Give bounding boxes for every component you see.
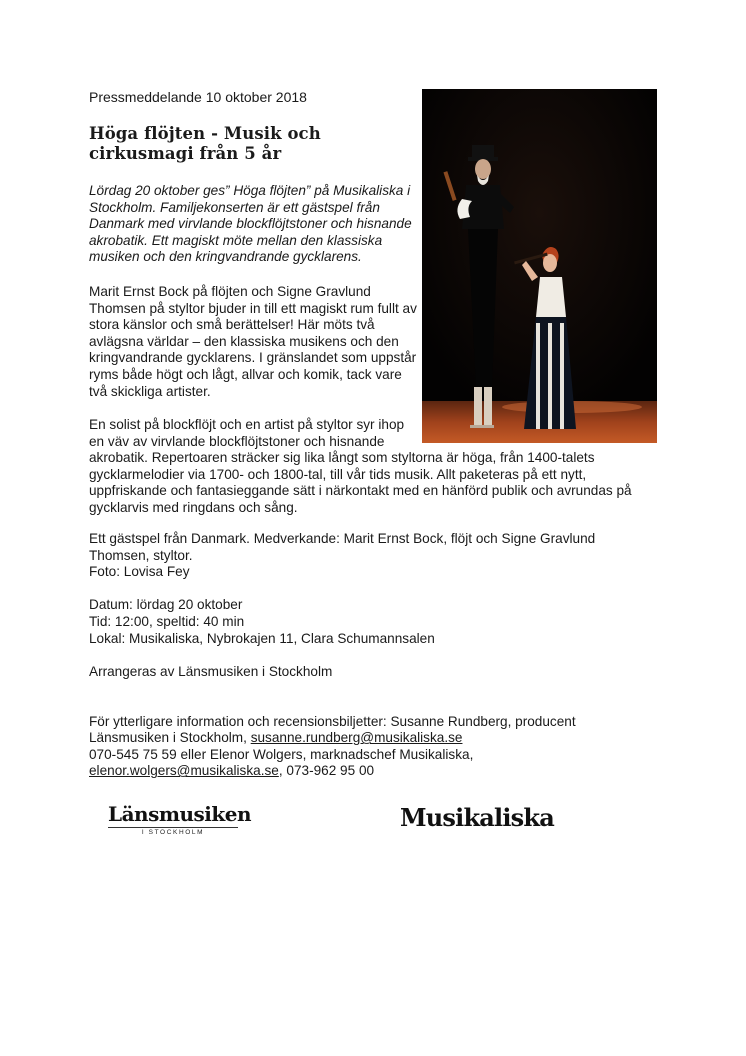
event-time: Tid: 12:00, speltid: 40 min [89, 613, 245, 629]
ingress-paragraph: Lördag 20 oktober ges” Höga flöjten” på Musikaliska i Stockholm. Familjekonserten är ett gästspel från Danmark med virvlande blockflöjtstoner och hisnande akrobatik. Ett magiskt möte mellan den klassiska musiken och den kringvandrande gycklarens. [89, 183, 412, 265]
text-line: akrobatik. Repertoaren sträcker sig lika långt som styltorna är höga, från 1400-talets [89, 450, 595, 466]
contact-line [89, 730, 649, 747]
event-venue: Lokal: Musikaliska, Nybrokajen 11, Clara Schumannsalen [89, 630, 435, 646]
text-line: en väv av virvlande blockflöjtstoner och hisnande [89, 433, 385, 449]
photo-illustration [422, 89, 657, 443]
organizer-line: Arrangeras av Länsmusiken i Stockholm [89, 663, 333, 679]
text-line: En solist på blockflöjt och en artist på styltor syr ihop [89, 417, 405, 432]
text-line: gycklarvis med ringdans och sång. [89, 499, 298, 515]
contact-line: 070-545 75 59 eller Elenor Wolgers, marknadschef Musikaliska, [89, 746, 474, 762]
logo-divider [108, 827, 238, 828]
page-title: Höga flöjten - Musik och cirkusmagi från 5 år [89, 124, 321, 163]
info-section [89, 531, 649, 780]
email-link-susanne[interactable]: susanne.rundberg@musikaliska.se [250, 730, 463, 746]
photo-credit: Foto: Lovisa Fey [89, 564, 190, 580]
performance-photo [422, 89, 657, 443]
press-release-dateline: Pressmeddelande 10 oktober 2018 [89, 89, 307, 105]
logo-wordmark: Länsmusiken [108, 802, 252, 826]
contact-text: Länsmusiken i Stockholm, [89, 730, 251, 746]
contact-phone: , 073-962 95 00 [278, 763, 375, 779]
text-line: gycklarmelodier via 1700- och 1800-tal, till vår tids musik. Allt paketeras på ett nytt, [89, 466, 587, 482]
logo-subtitle: I STOCKHOLM [141, 829, 205, 836]
contact-line: För ytterligare information och recensionsbiljetter: Susanne Rundberg, producent [89, 713, 576, 729]
lansmusiken-logo [108, 802, 252, 837]
text-line: uppfriskande och fantasieggande sätt i närkontakt med en hänförd publik och avrundas på [89, 483, 632, 499]
email-link-elenor[interactable]: elenor.wolgers@musikaliska.se [89, 763, 279, 779]
body-paragraph-artists: Marit Ernst Bock på flöjten och Signe Gravlund Thomsen på styltor bjuder in till ett magiskt rum fullt av stora känslor och små berättelser! Här möts två avlägsna världar – den klassiska musikens och den kringvandrande gycklarens. I gränslandet som uppstår ryms både högt och lågt, allvar och komik, tack vare två skickliga artister. [89, 284, 417, 399]
event-date: Datum: lördag 20 oktober [89, 597, 243, 613]
musikaliska-logo: Musikaliska [400, 803, 554, 832]
credits-line: Ett gästspel från Danmark. Medverkande: Marit Ernst Bock, flöjt och Signe Gravlund [89, 531, 596, 546]
credits-line: Thomsen, styltor. [89, 547, 193, 563]
contact-line [89, 763, 649, 780]
